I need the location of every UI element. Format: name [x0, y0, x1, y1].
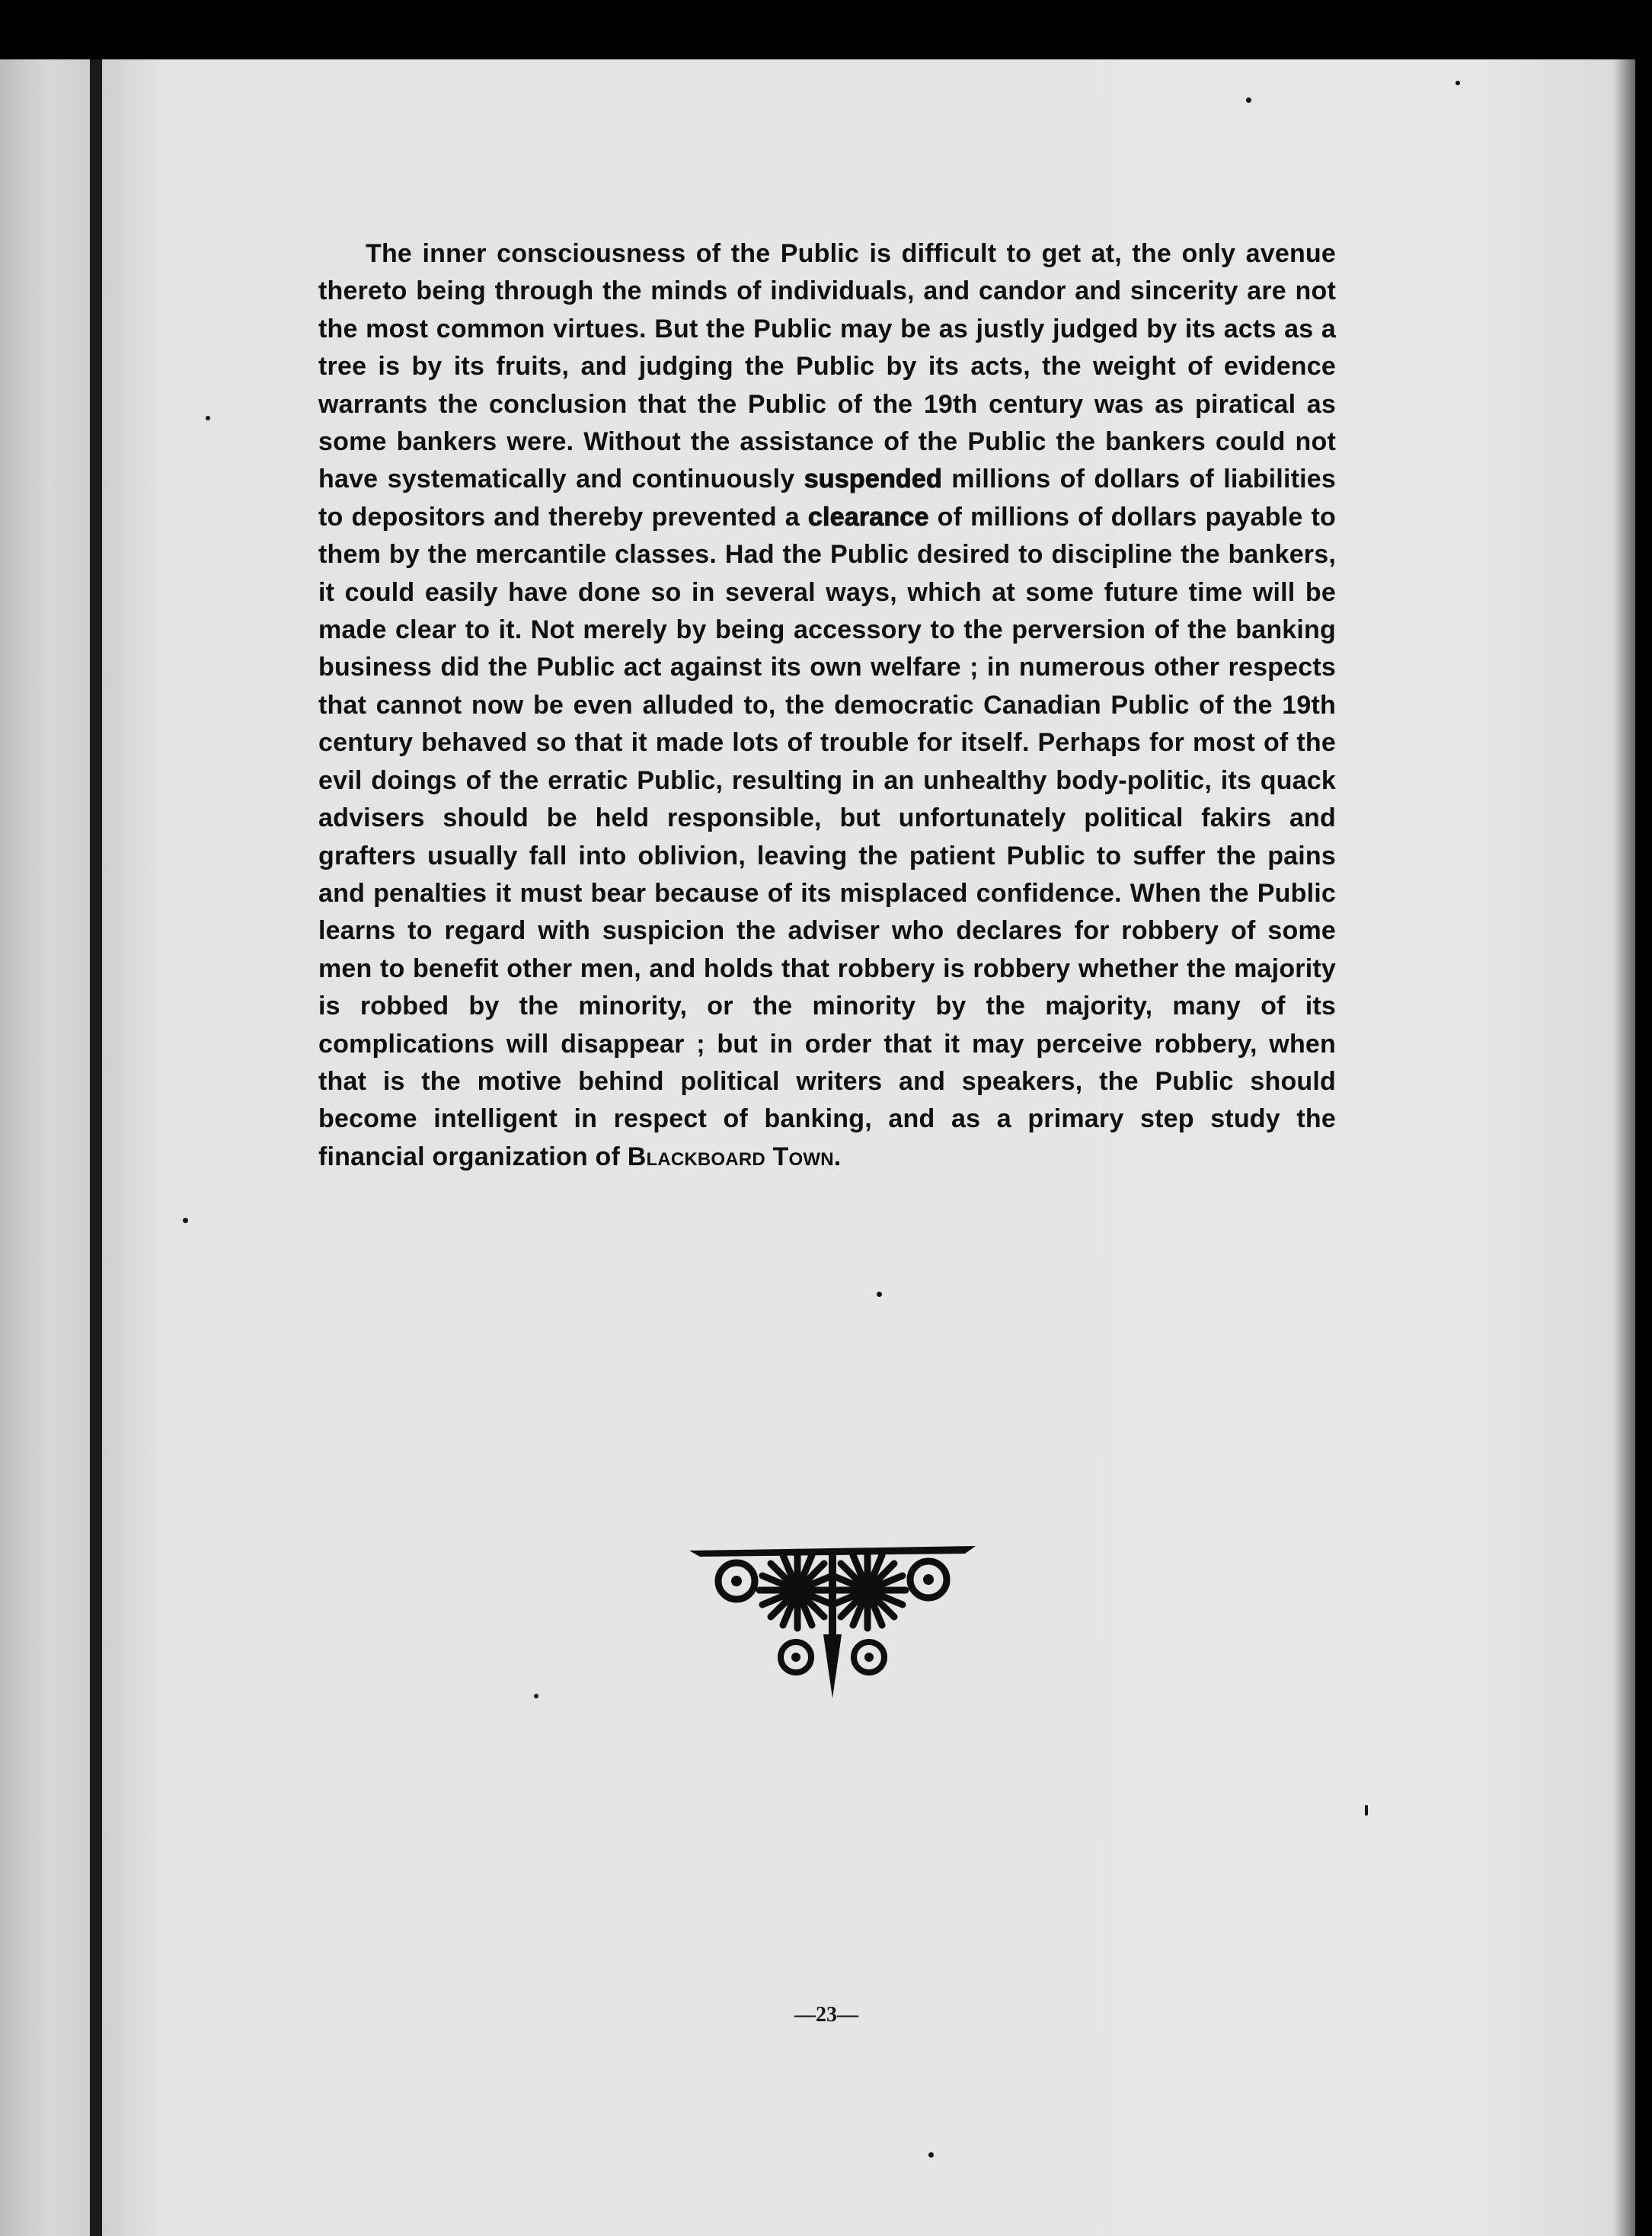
- scan-speck: [1365, 1805, 1368, 1816]
- paragraph-final-period: .: [833, 1142, 842, 1171]
- facing-page-edge: [0, 59, 90, 2236]
- emphasized-word-suspended: suspended: [804, 465, 942, 494]
- book-gutter: [90, 59, 102, 2236]
- paragraph-text-part: of millions of dollars payable to them by the mercantile classes. Had the Public desired to discipline the bankers, it could easily have done so in several ways, which at some future time will be made clear to it. Not merely by being accessory to the perversion of the banking business did the Public act against its own welfare ; in numerous other respects that cannot now be even alluded to, the democratic Canadian Public of the 19th century behaved so that it made lots of trouble for itself. Perhaps for most of the evil doings of the erratic Public, resulting in an unhealthy body-politic, its quack advisers should be held responsible, but unfortunately political fakirs and grafters usually fall into oblivion, leaving the patient Public to suffer the pains and penalties it must bear because of its misplaced confidence. When the Public learns to regard with suspicion the adviser who declares for robbery of some men to benefit other men, and holds that robbery is robbery whether the majority is robbed by the minority, or the minority by the majority, many of its complications will disappear ; but in order that it may perceive robbery, when that is the motive behind political writers and speakers, the Public should become intelligent in respect of banking, and as a primary step study the financial organization of: [318, 502, 1336, 1171]
- emphasized-word-clearance: clearance: [807, 502, 929, 532]
- scan-speck: [877, 1292, 882, 1297]
- scan-speck: [928, 2152, 934, 2158]
- palmette-ornament-icon: [689, 1543, 976, 1698]
- body-paragraph: [318, 235, 1336, 1176]
- town-name: Blackboard Town: [627, 1142, 834, 1171]
- page-number: —23—: [794, 2003, 858, 2027]
- scan-speck: [206, 416, 210, 420]
- scan-speck: [1455, 81, 1460, 85]
- paragraph-text-part: The inner consciousness of the Public is difficult to get at, the only avenue thereto being through the minds of individuals, and candor and sincerity are not the most common virtues. But the Public may be as justly judged by its acts as a tree is by its fruits, and judging the Public by its acts, the weight of evidence warrants the conclusion that the Public of the 19th century was as piratical as some bankers were. Without the assistance of the Public the bankers could not have systematically and continuously: [318, 239, 1336, 494]
- page-edge-shadow: [1613, 59, 1652, 2236]
- scan-speck: [183, 1218, 188, 1223]
- paragraph-text-part: millions of dollars of liabilities to depositors and thereby prevented a: [318, 465, 1336, 532]
- scan-speck: [1246, 97, 1251, 103]
- scan-speck: [534, 1694, 538, 1698]
